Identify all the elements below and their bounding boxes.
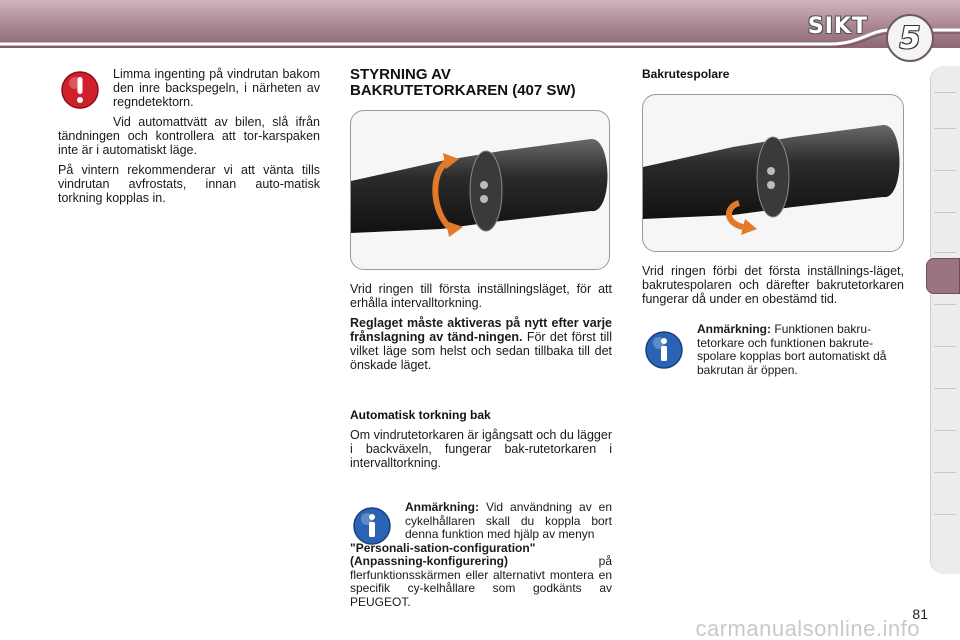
warning-text-winter: På vintern rekommenderar vi att vänta tills vindrutan avfrostats, innan auto-matisk torkning kopplas in. — [58, 163, 320, 205]
tab-divider — [934, 212, 956, 213]
active-chapter-tab[interactable] — [926, 258, 960, 294]
wiper-stalk-washer-illustration — [643, 95, 904, 252]
tab-divider — [934, 388, 956, 389]
wiper-stalk-photo-2 — [642, 94, 904, 252]
auto-wipe-text: Om vindrutetorkaren är igångsatt och du lägger i backväxeln, fungerar bak-rutetorkaren i intervalltorkning. — [350, 428, 612, 470]
note-post-text: på flerfunktionsskärmen eller alternativt montera en specifik cy-kelhållare som godkänts av PEUGEOT. — [350, 554, 612, 609]
tab-divider — [934, 252, 956, 253]
note-label: Anmärkning: — [697, 322, 772, 336]
column-3 — [642, 67, 904, 87]
chapter-tabs — [930, 66, 960, 574]
note-bike-carrier-text — [405, 501, 612, 542]
instruction-reactivate-rest: För det först till vilket läge som helst och sedan tillbaka till det önskade läget. — [350, 330, 612, 372]
auto-wipe-section — [350, 408, 612, 476]
info-icon — [644, 330, 684, 370]
column-2-body — [350, 282, 612, 378]
wiper-stalk-photo-1 — [350, 110, 610, 270]
note-pre-text: Vid användning av en cykelhållaren skall du koppla bort denna funktion med hjälp av menyn — [405, 500, 612, 541]
note-bike-carrier-text-cont — [350, 542, 612, 610]
wiper-stalk-illustration — [351, 111, 610, 270]
chapter-tab-rail — [930, 66, 960, 574]
column-1 — [58, 67, 320, 211]
note-bike-carrier — [350, 501, 612, 615]
chapter-title: SIKT — [807, 14, 868, 39]
tab-divider — [934, 170, 956, 171]
auto-wipe-subheading: Automatisk torkning bak — [350, 408, 491, 422]
tab-divider — [934, 92, 956, 93]
chapter-number-badge: 5 — [886, 14, 934, 62]
warning-text-car-wash: Vid automattvätt av bilen, slå ifrån tändningen och kontrollera att tor-karspaken inte är i automatiskt läge. — [58, 115, 320, 157]
tab-divider — [934, 346, 956, 347]
note-tailgate-body: Funktionen bakru-tetorkare och funktionen bakrute-spolare kopplas bort automatiskt då bakrutan är öppen. — [697, 322, 887, 377]
instruction-interval-wipe: Vrid ringen till första inställningsläget, för att erhålla intervalltorkning. — [350, 282, 612, 310]
section-heading: STYRNING AV BAKRUTETORKAREN (407 SW) — [350, 66, 576, 99]
note-label: Anmärkning: — [405, 500, 480, 514]
tab-divider — [934, 472, 956, 473]
column-2 — [350, 67, 612, 99]
note-tailgate-text — [697, 323, 904, 377]
tab-divider — [934, 430, 956, 431]
instruction-reactivate-bold: Reglaget måste aktiveras på nytt efter varje frånslagning av tänd-ningen. — [350, 316, 612, 344]
warning-text-rain-sensor: Limma ingenting på vindrutan bakom den inre backspegeln, i närheten av regndetektorn. — [113, 67, 320, 109]
column-3-body — [642, 264, 904, 312]
menu-path-text: "Personali-sation-configuration" (Anpassning-konfigurering) — [350, 540, 536, 568]
rear-washer-text: Vrid ringen förbi det första inställnings-läget, bakrutespolaren och därefter bakrutetorkaren fungerar då under en obestämd tid. — [642, 264, 904, 306]
watermark: carmanualsonline.info — [695, 616, 920, 640]
note-tailgate-open — [697, 323, 904, 383]
tab-divider — [934, 514, 956, 515]
rear-washer-subheading: Bakrutespolare — [642, 67, 730, 81]
tab-divider — [934, 128, 956, 129]
instruction-reactivate — [350, 316, 612, 372]
page-number: 81 — [912, 606, 928, 622]
tab-divider — [934, 304, 956, 305]
